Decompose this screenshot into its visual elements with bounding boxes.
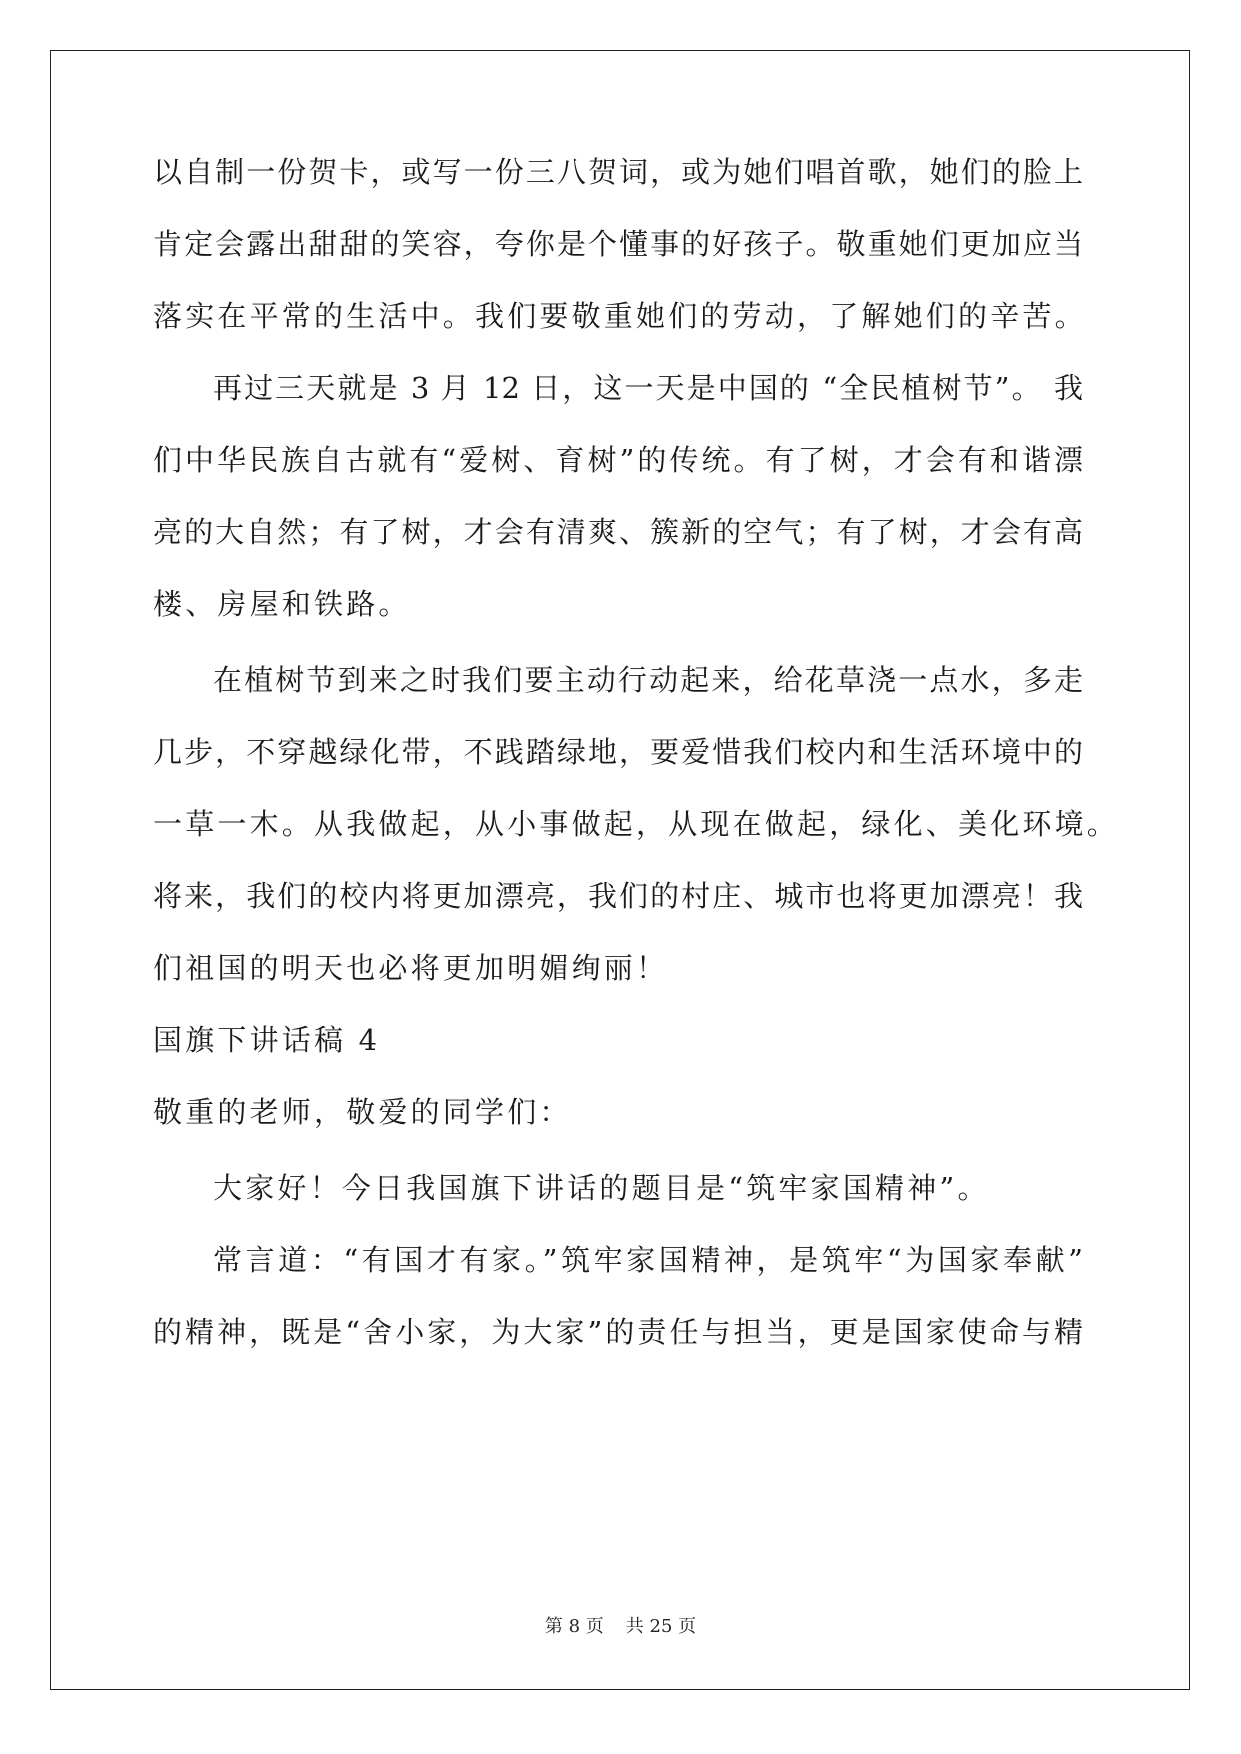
page-footer (0, 1616, 1241, 1638)
body-text-line: 楼、房屋和铁路。 (153, 587, 411, 621)
body-text-line: 一草一木。从我做起，从小事做起，从现在做起，绿化、美化环境。 (153, 807, 1120, 841)
body-text-line: 们祖国的明天也必将更加明媚绚丽！ (153, 951, 669, 985)
paragraph-first-line: 在植树节到来之时我们要主动行动起来，给花草浇一点水，多走 (213, 663, 1083, 697)
body-text-line: 的精神，既是“舍小家，为大家”的责任与担当，更是国家使命与精 (153, 1315, 1083, 1349)
page-total: 共 25 页 (625, 1616, 697, 1637)
body-text-line: 亮的大自然；有了树，才会有清爽、簇新的空气；有了树，才会有高 (153, 515, 1083, 549)
paragraph-first-line: 再过三天就是 3 月 12 日，这一天是中国的 “全民植树节”。 我 (213, 371, 1083, 405)
body-text-line: 几步，不穿越绿化带，不践踏绿地，要爱惜我们校内和生活环境中的 (153, 735, 1083, 769)
paragraph-first-line: 大家好！今日我国旗下讲话的题目是“筑牢家国精神”。 (213, 1171, 990, 1205)
page-border (50, 50, 1190, 1690)
body-text-line: 们中华民族自古就有“爱树、育树”的传统。有了树，才会有和谐漂 (153, 443, 1083, 477)
body-text-line: 肯定会露出甜甜的笑容，夸你是个懂事的好孩子。敬重她们更加应当 (153, 227, 1083, 261)
body-text-line: 将来，我们的校内将更加漂亮，我们的村庄、城市也将更加漂亮！我 (153, 879, 1083, 913)
body-text-line: 落实在平常的生活中。我们要敬重她们的劳动，了解她们的辛苦。 (153, 299, 1087, 333)
paragraph-first-line: 常言道：“有国才有家。”筑牢家国精神，是筑牢“为国家奉献” (213, 1243, 1083, 1277)
page-number: 第 8 页 (544, 1616, 604, 1637)
salutation: 敬重的老师，敬爱的同学们： (153, 1095, 572, 1129)
body-text-line: 以自制一份贺卡，或写一份三八贺词，或为她们唱首歌，她们的脸上 (153, 155, 1083, 189)
section-heading: 国旗下讲话稿 4 (153, 1023, 381, 1057)
